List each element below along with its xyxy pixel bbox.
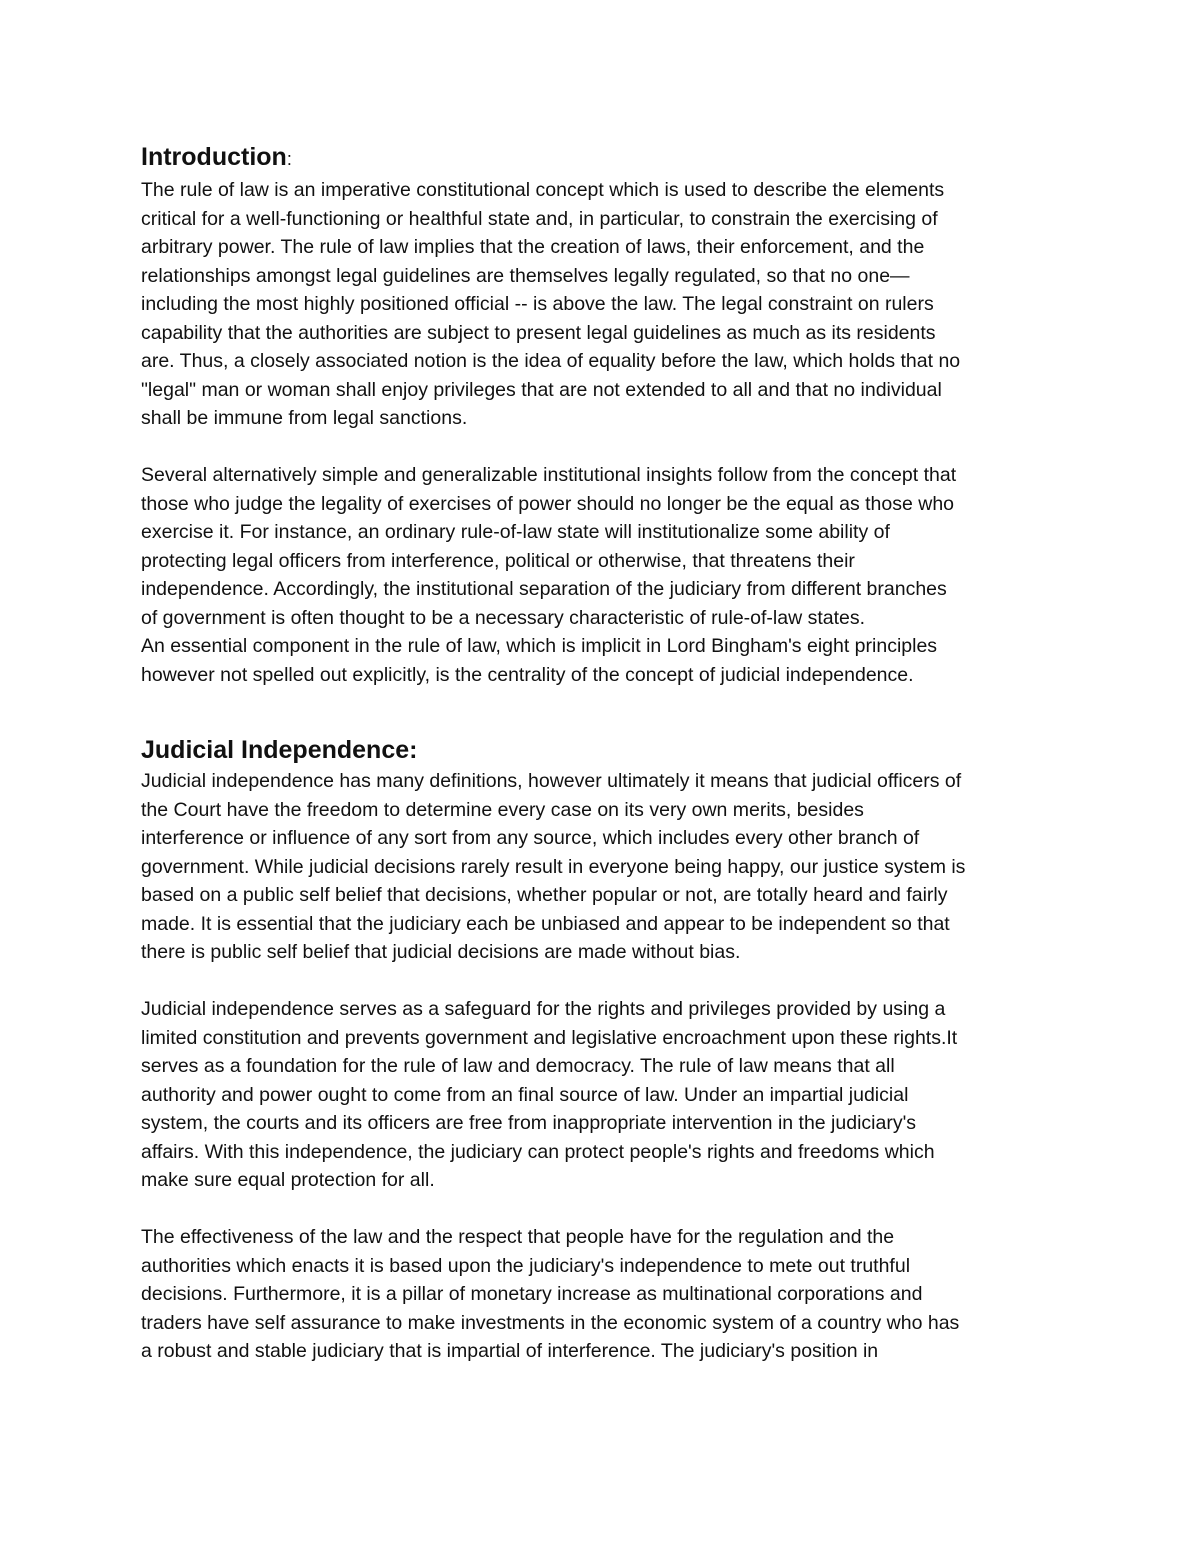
intro-paragraph-2: Several alternatively simple and generalizable institutional insights follow from the concept that those who judge the legality of exercises of power should no longer be the equal as those who exercise it. For instance, an ordinary rule-of-law state will institutionalize some ability of protecting legal officers from interference, political or otherwise, that threatens their independence. Accordingly, the institutional separation of the judiciary from different branches of government is often thought to be a necessary characteristic of rule-of-law states.: [141, 464, 957, 629]
judicial-paragraph-2: Judicial independence serves as a safeguard for the rights and privileges provided by using a limited constitution and prevents government and legislative encroachment upon these rights.It serves as a foundation for the rule of law and democracy. The rule of law means that all authority and power ought to come from an final source of law. Under an impartial judicial system, the courts and its officers are free from inappropriate intervention in the judiciary's affairs. With this independence, the judiciary can protect people's rights and freedoms which make sure equal protection for all.: [141, 998, 958, 1191]
introduction-heading: [141, 140, 1061, 176]
introduction-heading-text: Introduction: [141, 143, 287, 171]
intro-paragraph-3: An essential component in the rule of law, which is implicit in Lord Bingham's eight principles however not spelled out explicitly, is the centrality of the concept of judicial independence.: [141, 635, 938, 686]
introduction-heading-colon: :: [286, 149, 292, 169]
judicial-independence-heading: Judicial Independence:: [141, 736, 418, 764]
document-page: [141, 140, 1061, 1366]
judicial-paragraph-3: The effectiveness of the law and the respect that people have for the regulation and the authorities which enacts it is based upon the judiciary's independence to mete out truthful decisions. Furthermore, it is a pillar of monetary increase as multinational corporations and traders have self assurance to make investments in the economic system of a country who has a robust and stable judiciary that is impartial of interference. The judiciary's position in: [141, 1226, 960, 1362]
intro-paragraph-1: The rule of law is an imperative constitutional concept which is used to describe the elements critical for a well-functioning or healthful state and, in particular, to constrain the exercising of arbitrary power. The rule of law implies that the creation of laws, their enforcement, and the relationships amongst legal guidelines are themselves legally regulated, so that no one— including the most highly positioned official -- is above the law. The legal constraint on rulers capability that the authorities are subject to present legal guidelines as much as its residents are. Thus, a closely associated notion is the idea of equality before the law, which holds that no "legal" man or woman shall enjoy privileges that are not extended to all and that no individual shall be immune from legal sanctions.: [141, 179, 961, 429]
judicial-paragraph-1: Judicial independence has many definitions, however ultimately it means that judicial officers of the Court have the freedom to determine every case on its very own merits, besides interference or influence of any sort from any source, which includes every other branch of government. While judicial decisions rarely result in everyone being happy, our justice system is based on a public self belief that decisions, whether popular or not, are totally heard and fairly made. It is essential that the judiciary each be unbiased and appear to be independent so that there is public self belief that judicial decisions are made without bias.: [141, 770, 966, 963]
